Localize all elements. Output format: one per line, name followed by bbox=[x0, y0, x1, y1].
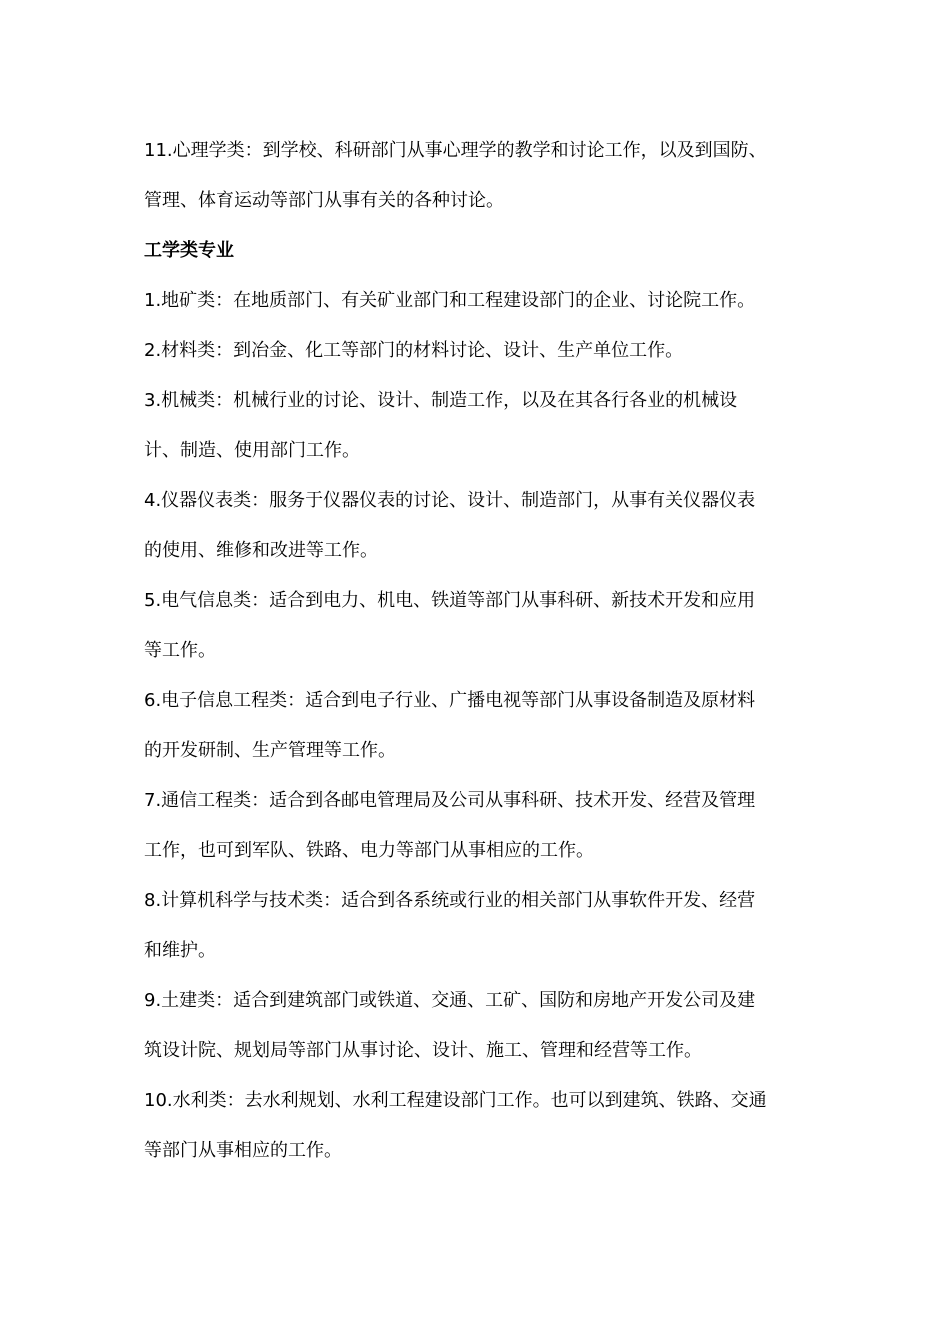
paragraph-line: 和维护。 bbox=[144, 940, 216, 961]
paragraph-line: 的使用、维修和改进等工作。 bbox=[144, 540, 378, 561]
paragraph-line: 8.计算机科学与技术类：适合到各系统或行业的相关部门从事软件开发、经营 bbox=[144, 890, 756, 911]
paragraph-line: 工作，也可到军队、铁路、电力等部门从事相应的工作。 bbox=[144, 840, 594, 861]
paragraph-line: 筑设计院、规划局等部门从事讨论、设计、施工、管理和经营等工作。 bbox=[144, 1040, 702, 1061]
document-body bbox=[144, 126, 814, 1176]
paragraph-line: 6.电子信息工程类：适合到电子行业、广播电视等部门从事设备制造及原材料 bbox=[144, 690, 756, 711]
section-heading: 工学类专业 bbox=[144, 240, 234, 261]
paragraph-line: 等部门从事相应的工作。 bbox=[144, 1140, 342, 1161]
paragraph-line: 7.通信工程类：适合到各邮电管理局及公司从事科研、技术开发、经营及管理 bbox=[144, 790, 756, 811]
paragraph-line: 11.心理学类：到学校、科研部门从事心理学的教学和讨论工作，以及到国防、 bbox=[144, 140, 767, 161]
paragraph-line: 的开发研制、生产管理等工作。 bbox=[144, 740, 396, 761]
paragraph-line: 计、制造、使用部门工作。 bbox=[144, 440, 360, 461]
paragraph-line: 1.地矿类：在地质部门、有关矿业部门和工程建设部门的企业、讨论院工作。 bbox=[144, 290, 756, 311]
paragraph-line: 9.土建类：适合到建筑部门或铁道、交通、工矿、国防和房地产开发公司及建 bbox=[144, 990, 756, 1011]
paragraph-line: 5.电气信息类：适合到电力、机电、铁道等部门从事科研、新技术开发和应用 bbox=[144, 590, 756, 611]
paragraph-line: 管理、体育运动等部门从事有关的各种讨论。 bbox=[144, 190, 504, 211]
paragraph-line: 4.仪器仪表类：服务于仪器仪表的讨论、设计、制造部门，从事有关仪器仪表 bbox=[144, 490, 756, 511]
paragraph-line: 3.机械类：机械行业的讨论、设计、制造工作，以及在其各行各业的机械设 bbox=[144, 390, 738, 411]
paragraph-line: 等工作。 bbox=[144, 640, 216, 661]
paragraph-line: 2.材料类：到冶金、化工等部门的材料讨论、设计、生产单位工作。 bbox=[144, 340, 684, 361]
paragraph-line: 10.水利类：去水利规划、水利工程建设部门工作。也可以到建筑、铁路、交通 bbox=[144, 1090, 767, 1111]
